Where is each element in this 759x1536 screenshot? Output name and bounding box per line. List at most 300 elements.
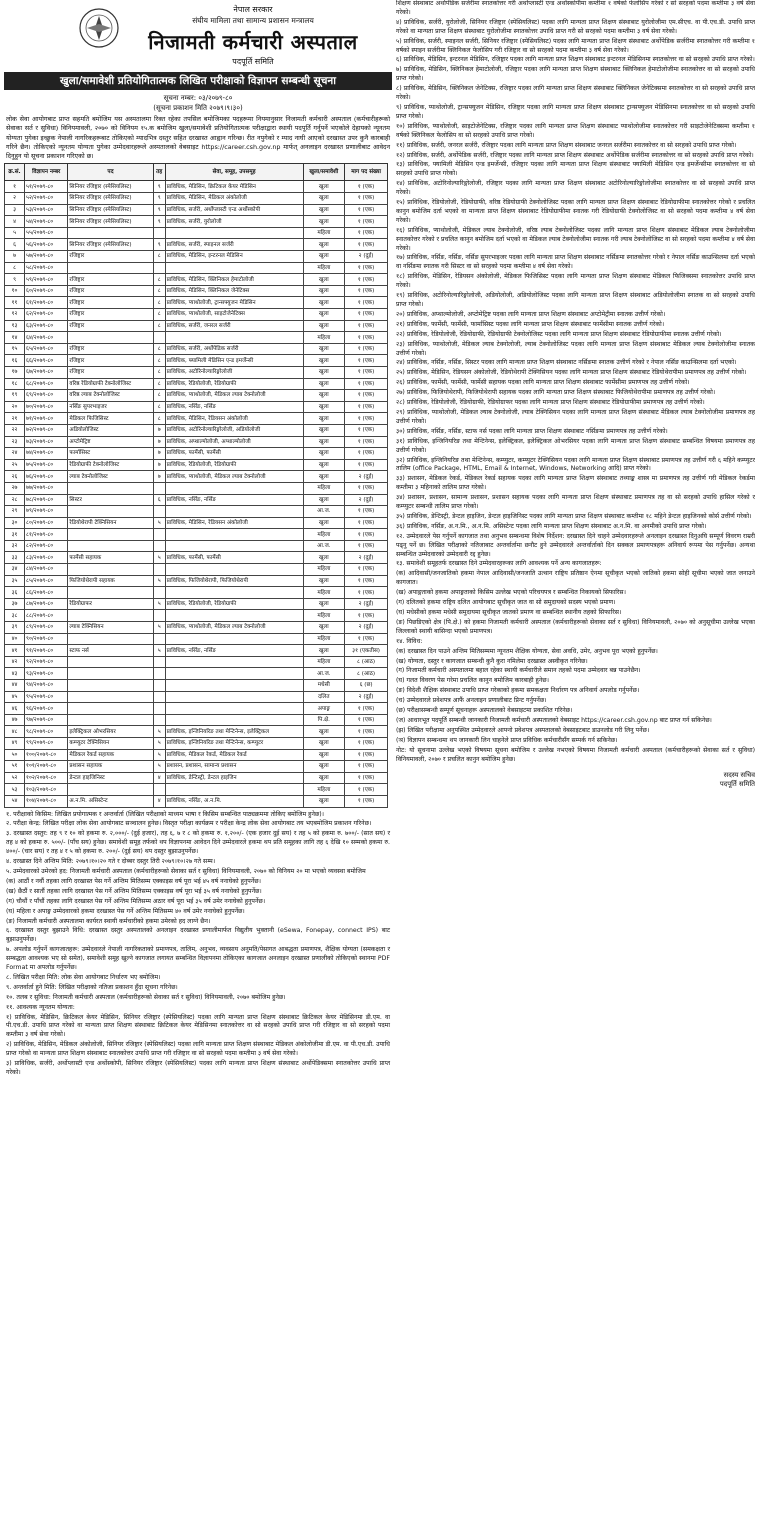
table-cell: ७७/२०७९-८० bbox=[25, 482, 68, 494]
note-paragraph: २) प्राविधिक, मेडिसिन, मेडिकल अंकोलोजी, सिनियर रजिष्ट्रार (स्पेसियलिस्ट) पदका लागि मान्यता प्राप्त शिक्षण संस्थाबाट मेडिकल अंकोलोजीमा डी.एम. वा पी.एच.डी. उपाधि प्राप्त गरेको वा मान्यता प्राप्त शिक्षण संस्थाबाट स्नातकोत्तर उपाधि प्राप्त गरी रजिष्ट्रार वा सो सरहको पदमा कम्तीमा ३ वर्ष सेवा गरेको। bbox=[6, 1041, 390, 1058]
table-cell: ८ bbox=[153, 343, 165, 355]
table-cell: प्राविधिक, मेडिकल रेकर्ड, मेडिकल रेकर्ड bbox=[165, 749, 303, 761]
table-cell: ७५/२०७९-८० bbox=[25, 459, 68, 471]
qualification-paragraph: २३) प्राविधिक, प्याथोलोजी, मेडिकल ल्याब टेक्नोलोजी, ल्याब टेक्नोलोजिस्ट पदका लागि मान्यता प्राप्त शिक्षण संस्थाबाट मेडिकल ल्याब टेक्नोलोजीमा स्नातक उत्तीर्ण गरेको। bbox=[396, 340, 755, 357]
table-cell: ७०/२०७९-८० bbox=[25, 401, 68, 413]
table-cell: ल्याब टेक्नोलोजिस्ट bbox=[68, 471, 153, 483]
table-cell: २८ bbox=[5, 494, 25, 506]
table-cell: ३२ bbox=[5, 540, 25, 552]
table-cell: १ (एक) bbox=[345, 216, 388, 228]
table-row bbox=[5, 587, 388, 599]
qualification-paragraph: १६) प्राविधिक, प्याथोलोजी, मेडिकल ल्याब टेक्नोलोजी, वरिष्ठ ल्याब टेक्नोलोजिस्ट पदका लागि मान्यता प्राप्त शिक्षण संस्थाबाट मेडिकल ल्याब टेक्नोलोजीमा स्नातकोत्तर गरेको र प्रचलित कानुन बमोजिम दर्ता भएको वा मेडिकल ल्याब टेक्नोलोजीमा स्नातक गरी ल्याब टेक्नोलोजिस्ट वा सो सरहको पदमा कम्तीमा ४ वर्ष सेवा गरेको। bbox=[396, 226, 755, 252]
table-cell: ३१ bbox=[5, 529, 25, 541]
qualifications-section bbox=[396, 0, 755, 765]
table-cell: १ (एक) bbox=[345, 761, 388, 773]
table-cell: ५ bbox=[153, 598, 165, 610]
table-cell: ३८ bbox=[5, 610, 25, 622]
table-cell: ७३/२०७९-८० bbox=[25, 436, 68, 448]
table-cell bbox=[165, 668, 303, 680]
table-cell: महिला bbox=[303, 529, 345, 541]
table-cell: ३९ bbox=[5, 622, 25, 634]
table-row bbox=[5, 204, 388, 216]
table-cell bbox=[153, 262, 165, 274]
table-cell: २७ bbox=[5, 482, 25, 494]
table-cell: रजिष्ट्रार bbox=[68, 366, 153, 378]
table-cell: ४४ bbox=[5, 680, 25, 692]
table-cell: ८९/२०७९-८० bbox=[25, 622, 68, 634]
table-cell: फार्मासिस्ट bbox=[68, 448, 153, 460]
table-cell: ५९/२०७९-८० bbox=[25, 274, 68, 286]
table-cell: प्राविधिक, डेन्टिस्ट्री, डेन्टल हाइजिन bbox=[165, 772, 303, 784]
table-cell: १ (एक) bbox=[345, 459, 388, 471]
table-cell: प्राविधिक, सर्जरी, अर्थोपेडिक सर्जरी bbox=[165, 343, 303, 355]
table-cell: रजिष्ट्रार bbox=[68, 285, 153, 297]
table-cell: २ (दुई) bbox=[345, 471, 388, 483]
table-cell: प्राविधिक, नर्सिङ, नर्सिङ bbox=[165, 401, 303, 413]
table-cell: १ (एक) bbox=[345, 413, 388, 425]
table-cell: प्राविधिक, इन्जिनियरिङ तथा मेन्टिनेन्स, कम्प्युटर bbox=[165, 737, 303, 749]
table-cell: आ.ज. bbox=[303, 506, 345, 518]
table-cell: खुला bbox=[303, 193, 345, 205]
table-cell: प्राविधिक, नर्सिङ, अ.न.मि. bbox=[165, 795, 303, 807]
table-cell: ६ bbox=[153, 494, 165, 506]
qualification-paragraph: ११) प्राविधिक, सर्जरी, जनरल सर्जरी, रजिष्ट्रार पदका लागि मान्यता प्राप्त शिक्षण संस्थाबाट जनरल सर्जरीमा स्नातकोत्तर वा सो सरहको उपाधि प्राप्त गरेको। bbox=[396, 141, 737, 149]
table-cell: खुला bbox=[303, 749, 345, 761]
table-row bbox=[5, 575, 388, 587]
table-row bbox=[5, 668, 388, 680]
table-cell: प्राविधिक, सर्जरी, स्पाइनल सर्जरी bbox=[165, 239, 303, 251]
table-cell: ४६ bbox=[5, 703, 25, 715]
table-header-cell: माग पद संख्या bbox=[345, 164, 388, 181]
table-cell: महिला bbox=[303, 610, 345, 622]
qualification-paragraph: ५) प्राविधिक, सर्जरी, स्पाइनल सर्जरी, सिनियर रजिष्ट्रार (स्पेसियलिस्ट) पदका लागि मान्यता प्राप्त शिक्षण संस्थाबाट अर्थोपेडिक सर्जरीमा स्नातकोत्तर गरी कम्तीमा १ वर्षको स्पाइन सर्जरीमा क्लिनिकल फेलोसिप गरी रजिष्ट्रार वा सो सरहको पदमा कम्तीमा ३ वर्ष सेवा गरेको। bbox=[396, 37, 755, 54]
note-paragraph: (क) आठौं र नवौं तहका लागि दरखास्त पेस गर्ने अन्तिम मितिसम्म एक्काइस वर्ष पूरा भई ४५ वर्ष ननाघेको हुनुपर्नेछ। bbox=[6, 877, 261, 885]
table-cell: १ (एक) bbox=[345, 204, 388, 216]
table-cell bbox=[68, 587, 153, 599]
table-cell: ५ bbox=[153, 761, 165, 773]
table-cell bbox=[165, 714, 303, 726]
table-cell: प्राविधिक, मेडिसिन, इन्टरनल मेडिसिन bbox=[165, 251, 303, 263]
table-cell: फिजियोथेरापी सहायक bbox=[68, 575, 153, 587]
table-row bbox=[5, 401, 388, 413]
qualification-paragraph: ३६) प्राविधिक, नर्सिङ, अ.न.मि., अ.न.मि. असिस्टेन्ट पदका लागि मान्यता प्राप्त शिक्षण संस्थाबाट अ.न.मि. वा अनमीको उपाधि प्राप्त गरेको। bbox=[396, 522, 707, 530]
table-cell bbox=[165, 529, 303, 541]
table-cell: १ (एक) bbox=[345, 795, 388, 807]
table-cell: १६ bbox=[5, 355, 25, 367]
table-cell: रेडियोग्राफी टेक्नोलोजिस्ट bbox=[68, 459, 153, 471]
qualification-paragraph: ३५) प्राविधिक, डेन्टिस्ट्री, डेन्टल हाइजिन, डेन्टल हाइजिनिस्ट पदका लागि मान्यता प्राप्त शिक्षण संस्थाबाट कम्तीमा १८ महिने डेन्टल हाइजिनको कोर्स उत्तीर्ण गरेको। bbox=[396, 512, 752, 520]
notice-banner-title: खुला/समावेशी प्रतियोगितात्मक लिखित परीक्षाको विज्ञापन सम्बन्धी सूचना bbox=[4, 72, 392, 90]
table-cell: महिला bbox=[303, 564, 345, 576]
table-cell: आ.ज. bbox=[303, 668, 345, 680]
table-cell: ९ bbox=[153, 216, 165, 228]
table-row bbox=[5, 737, 388, 749]
table-cell: ६३/२०७९-८० bbox=[25, 320, 68, 332]
table-cell bbox=[68, 668, 153, 680]
notice-number: सूचना नम्बर: ०३/२०७९-८० bbox=[163, 94, 233, 102]
table-header-cell: विज्ञापन नम्बर bbox=[25, 164, 68, 181]
table-cell: ५२ bbox=[5, 772, 25, 784]
table-cell: ५ bbox=[153, 517, 165, 529]
table-cell: १ (एक) bbox=[345, 506, 388, 518]
table-cell: ५६/२०७९-८० bbox=[25, 239, 68, 251]
table-body bbox=[5, 181, 388, 807]
table-cell bbox=[165, 610, 303, 622]
table-cell: ९ bbox=[5, 274, 25, 286]
table-cell bbox=[153, 332, 165, 344]
qualification-paragraph: ३३) प्रशासन, मेडिकल रेकर्ड, मेडिकल रेकर्ड सहायक पदका लागि मान्यता प्राप्त शिक्षण संस्थाबाट तथ्याङ्क शास्त्र मा प्रमाणपत्र तह उत्तीर्ण गरी मेडिकल रेकर्डमा कम्तीमा ३ महिनाको तालिम प्राप्त गरेको। bbox=[396, 475, 755, 492]
table-cell: प्राविधिक, रेडियोलोजी, रेडियोग्राफी bbox=[165, 598, 303, 610]
table-cell: ८६/२०७९-८० bbox=[25, 587, 68, 599]
table-cell: प्राविधिक, इन्जिनियरिङ तथा मेन्टिनेन्स, इलेक्ट्रिकल bbox=[165, 726, 303, 738]
table-cell: प्राविधिक, मेडिसिन, रेडियसन अंकोलोजी bbox=[165, 413, 303, 425]
table-cell: ४८ bbox=[5, 726, 25, 738]
table-cell: ६४/२०७९-८० bbox=[25, 332, 68, 344]
table-cell bbox=[153, 529, 165, 541]
table-cell: ६ bbox=[5, 239, 25, 251]
table-cell: ९१/२०७९-८० bbox=[25, 645, 68, 657]
table-cell bbox=[165, 587, 303, 599]
table-cell: रजिष्ट्रार bbox=[68, 309, 153, 321]
qualification-paragraph: २४) प्राविधिक, नर्सिङ, नर्सिङ, सिस्टर पदका लागि मान्यता प्राप्त शिक्षण संस्थाबाट नर्सिङमा स्नातक उत्तीर्ण गरेको र नेपाल नर्सिङ काउन्सिलमा दर्ता भएको। bbox=[396, 359, 737, 367]
table-cell: ३७ bbox=[5, 598, 25, 610]
table-cell: मेडिकल रेकर्ड सहायक bbox=[68, 749, 153, 761]
table-cell: ३४ bbox=[5, 564, 25, 576]
table-cell: खुला bbox=[303, 448, 345, 460]
table-cell bbox=[165, 262, 303, 274]
table-row bbox=[5, 332, 388, 344]
table-cell: १ (एक) bbox=[345, 378, 388, 390]
table-cell: अ.न.मि. असिस्टेन्ट bbox=[68, 795, 153, 807]
table-cell bbox=[153, 656, 165, 668]
table-cell: २ (दुई) bbox=[345, 494, 388, 506]
table-header-cell: खुला/समावेशी bbox=[303, 164, 345, 181]
table-cell bbox=[68, 610, 153, 622]
table-cell: १ (एक) bbox=[345, 332, 388, 344]
table-cell: खुला bbox=[303, 737, 345, 749]
table-cell: १७ bbox=[5, 366, 25, 378]
table-row bbox=[5, 726, 388, 738]
table-cell: १ (एक) bbox=[345, 227, 388, 239]
table-cell: प्राविधिक, सर्जरी, अर्थोप्लास्टी एन्ड अर्थोस्कोपी bbox=[165, 204, 303, 216]
table-cell: ४१ bbox=[5, 645, 25, 657]
table-cell: सिनियर रजिष्ट्रार (स्पेसियलिस्ट) bbox=[68, 204, 153, 216]
table-cell: ९६/२०७९-८० bbox=[25, 703, 68, 715]
table-cell: २ bbox=[5, 193, 25, 205]
table-cell bbox=[165, 784, 303, 796]
vacancy-table bbox=[4, 163, 388, 807]
table-cell: प्राविधिक, प्याथोलोजी, साइटोजेनेटिक्स bbox=[165, 309, 303, 321]
table-cell: ५० bbox=[5, 749, 25, 761]
table-cell: प्राविधिक, मेडिसिन, मेडिकल अंकोलोजी bbox=[165, 193, 303, 205]
table-cell: १ bbox=[5, 181, 25, 193]
table-cell: १५ bbox=[5, 343, 25, 355]
table-cell: १०१/२०७९-८० bbox=[25, 761, 68, 773]
table-cell: रजिष्ट्रार bbox=[68, 251, 153, 263]
qualification-paragraph: (ङ) पिछडिएको क्षेत्र (पि.क्षे.) को हकमा निजामती कर्मचारी अस्पताल (कर्मचारीहरूको सेवाका सर्त र सुविधा) विनियमावली, २०७० को अनुसूचीमा उल्लेख भएका जिल्लाको स्थायी बासिन्दा भएको प्रमाणपत्र। bbox=[396, 618, 755, 635]
table-cell: खुला bbox=[303, 424, 345, 436]
table-header-row bbox=[5, 164, 388, 181]
table-cell: खुला bbox=[303, 401, 345, 413]
table-cell: ७१/२०७९-८० bbox=[25, 413, 68, 425]
government-name: नेपाल सरकार bbox=[233, 5, 273, 14]
table-cell: सिस्टर bbox=[68, 494, 153, 506]
table-cell: ३३ bbox=[5, 552, 25, 564]
table-cell: ९ bbox=[153, 181, 165, 193]
note-paragraph: १०. तलब र सुविधा: निजामती कर्मचारी अस्पताल (कर्मचारीहरूको सेवाका सर्त र सुविधा) विनियमावली, २०७० बमोजिम हुनेछ। bbox=[6, 993, 286, 1001]
qualification-paragraph: (झ) लिखित परीक्षामा अनुपस्थित उम्मेदवारले आफ्नो प्रवेशपत्र अस्पतालको वेबसाइटबाट डाउनलोड गरी लिनु पर्नेछ। bbox=[396, 726, 650, 734]
note-paragraph: ८. लिखित परीक्षा मिति: लोक सेवा आयोगबाट निर्धारण भए बमोजिम। bbox=[6, 973, 161, 981]
ministry-name: संघीय मामिला तथा सामान्य प्रशासन मन्त्रालय bbox=[192, 16, 314, 25]
table-cell: वरिष्ठ ल्याब टेक्नोलोजिस्ट bbox=[68, 390, 153, 402]
qualification-paragraph: १८) प्राविधिक, मेडिसिन, रेडियसन अंकोलोजी, मेडिकल फिजिसिस्ट पदका लागि मान्यता प्राप्त शिक्षण संस्थाबाट मेडिकल फिजिक्समा स्नातकोत्तर उपाधि प्राप्त गरेको। bbox=[396, 273, 755, 290]
table-cell: ५ bbox=[153, 726, 165, 738]
qualification-paragraph: (क) आदिवासी/जनजातिको हकमा नेपाल आदिवासी/जनजाति उत्थान राष्ट्रिय प्रतिष्ठान ऐनमा सूचीकृत भएको जातिको हकमा सोही सूचीमा भएको जात जनाउने कागजात। bbox=[396, 570, 755, 587]
table-header-cell: सेवा, समूह, उपसमूह bbox=[165, 164, 303, 181]
table-cell: ४ bbox=[5, 216, 25, 228]
table-cell bbox=[68, 482, 153, 494]
table-cell: कम्प्युटर टेक्निसियन bbox=[68, 737, 153, 749]
table-row bbox=[5, 274, 388, 286]
table-cell: ४ bbox=[153, 795, 165, 807]
table-cell: ४५ bbox=[5, 691, 25, 703]
table-cell: ६१/२०७९-८० bbox=[25, 297, 68, 309]
table-cell: ८३/२०७९-८० bbox=[25, 552, 68, 564]
table-row bbox=[5, 343, 388, 355]
table-cell: रजिष्ट्रार bbox=[68, 320, 153, 332]
table-cell: ६२/२०७९-८० bbox=[25, 309, 68, 321]
table-cell: खुला bbox=[303, 645, 345, 657]
table-row bbox=[5, 703, 388, 715]
qualification-paragraph: २७) प्राविधिक, फिजियोथेरापी, फिजियोथेरापी सहायक पदका लागि मान्यता प्राप्त शिक्षण संस्थाबाट फिजियोथेरापीमा प्रमाणपत्र तह उत्तीर्ण गरेको। bbox=[396, 389, 716, 397]
table-header-cell: तह bbox=[153, 164, 165, 181]
table-cell: १ (एक) bbox=[345, 390, 388, 402]
table-cell: ८ (आठ) bbox=[345, 668, 388, 680]
table-cell: १ (एक) bbox=[345, 749, 388, 761]
table-cell: १४ bbox=[5, 332, 25, 344]
table-cell bbox=[153, 564, 165, 576]
table-cell: खुला bbox=[303, 761, 345, 773]
table-cell: ६६/२०७९-८० bbox=[25, 355, 68, 367]
table-cell: खुला bbox=[303, 772, 345, 784]
table-row bbox=[5, 691, 388, 703]
table-cell: १ (एक) bbox=[345, 587, 388, 599]
note-paragraph: २. परीक्षा केन्द्र: लिखित परीक्षा लोक सेवा आयोगबाट सञ्चालन हुनेछ। विस्तृत परीक्षा कार्यक्रम र परीक्षा केन्द्र लोक सेवा आयोगबाट तय भएबमोजिम प्रकाशन गरिनेछ। bbox=[6, 820, 372, 828]
table-cell: ७९/२०७९-८० bbox=[25, 506, 68, 518]
table-cell: ७ bbox=[153, 471, 165, 483]
table-cell bbox=[68, 633, 153, 645]
table-cell: महिला bbox=[303, 656, 345, 668]
qualification-paragraph: १०) प्राविधिक, प्याथोलोजी, साइटोजेनेटिक्स, रजिष्ट्रार पदका लागि मान्यता प्राप्त शिक्षण संस्थाबाट प्याथोलोजीमा स्नातकोत्तर गरी साइटोजेनेटिक्समा कम्तीमा १ वर्षको क्लिनिकल फेलोसिप वा सो सरहको उपाधि प्राप्त गरेको। bbox=[396, 122, 755, 139]
table-row bbox=[5, 471, 388, 483]
table-cell bbox=[153, 691, 165, 703]
table-cell: ९४/२०७९-८० bbox=[25, 680, 68, 692]
table-cell: १ (एक) bbox=[345, 784, 388, 796]
table-cell: १ (एक) bbox=[345, 274, 388, 286]
table-cell: स्टाफ नर्स bbox=[68, 645, 153, 657]
table-cell: खुला bbox=[303, 251, 345, 263]
table-cell: खुला bbox=[303, 343, 345, 355]
table-cell: १० bbox=[5, 285, 25, 297]
qualification-paragraph: १३. समावेशी समूहतर्फ दरखास्त दिने उम्मेदवारहरूका लागि आवश्यक पर्ने अन्य कागजातहरू: bbox=[396, 560, 602, 568]
qualification-paragraph: १४) प्राविधिक, अटोरिनोल्यारिङ्गोलोजी, रजिष्ट्रार पदका लागि मान्यता प्राप्त शिक्षण संस्थाबाट अटोरिनोल्यारिङ्गोलोजीमा स्नातकोत्तर वा सो सरहको उपाधि प्राप्त गरेको। bbox=[396, 180, 755, 197]
table-row bbox=[5, 251, 388, 263]
table-cell: प्राविधिक, प्याथोलोजी, मेडिकल ल्याब टेक्नोलोजी bbox=[165, 622, 303, 634]
table-cell: ५ bbox=[153, 645, 165, 657]
qualification-paragraph: २६) प्राविधिक, फार्मेसी, फार्मेसी, फार्मेसी सहायक पदका लागि मान्यता प्राप्त शिक्षण संस्थाबाट फार्मेसीमा प्रमाणपत्र तह उत्तीर्ण गरेको। bbox=[396, 379, 690, 387]
table-row bbox=[5, 645, 388, 657]
table-cell: ५ bbox=[5, 227, 25, 239]
table-row bbox=[5, 494, 388, 506]
qualification-paragraph: (ञ) विज्ञापन सम्बन्धमा थप जानकारी लिन चाहनेले प्राप्त प्रविधिक कर्मचारीसँग सम्पर्क गर्न सकिनेछ। bbox=[396, 736, 618, 744]
table-cell bbox=[153, 610, 165, 622]
table-cell: ७४/२०७९-८० bbox=[25, 448, 68, 460]
table-row bbox=[5, 680, 388, 692]
table-cell: ८ bbox=[153, 309, 165, 321]
table-cell: प्राविधिक, फार्मेसी, फार्मेसी bbox=[165, 552, 303, 564]
table-cell bbox=[153, 703, 165, 715]
note-paragraph: (ग) चौथौं र पाँचौं तहका लागि दरखास्त पेस गर्ने अन्तिम मितिसम्म अठार वर्ष पूरा भई ३५ वर्ष उमेर ननाघेको हुनुपर्नेछ। bbox=[6, 897, 266, 905]
table-cell: ल्याब टेक्निसियन bbox=[68, 622, 153, 634]
qualification-paragraph: ४) प्राविधिक, सर्जरी, युरोलोजी, सिनियर रजिष्ट्रार (स्पेसियलिस्ट) पदका लागि मान्यता प्राप्त शिक्षण संस्थाबाट युरोलोजीमा एम.सीएच. वा पी.एच.डी. उपाधि प्राप्त गरेको वा मान्यता प्राप्त शिक्षण संस्थाबाट युरोलोजीमा स्नातकोत्तर उपाधि प्राप्त गरी सो सरहको पदमा कम्तीमा ३ वर्ष सेवा गरेको। bbox=[396, 18, 755, 35]
table-cell: खुला bbox=[303, 274, 345, 286]
note-paragraph: ५. उम्मेदवारको उमेरको हद: निजामती कर्मचारी अस्पताल (कर्मचारीहरूको सेवाका सर्त र सुविधा) विनियमावली, २०७० को विनियम २० मा भएको व्यवस्था बमोजिम bbox=[6, 867, 366, 875]
table-cell: १००/२०७९-८० bbox=[25, 749, 68, 761]
table-cell: महिला bbox=[303, 262, 345, 274]
qualification-paragraph: (ख) अपाङ्गताको हकमा अपाङ्गताको किसिम उल्लेख भएको परिचयपत्र र सम्बन्धित निकायको सिफारिस। bbox=[396, 589, 626, 597]
table-row bbox=[5, 482, 388, 494]
qualification-paragraph: ७) प्राविधिक, मेडिसिन, क्लिनिकल हेमाटोलोजी, रजिष्ट्रार पदका लागि मान्यता प्राप्त शिक्षण संस्थाबाट क्लिनिकल हेमाटोलोजीमा स्नातकोत्तर वा सो सरहको उपाधि प्राप्त गरेको। bbox=[396, 66, 755, 83]
table-cell: १०४/२०७९-८० bbox=[25, 795, 68, 807]
table-cell: ८ bbox=[153, 320, 165, 332]
table-cell: ८०/२०७९-८० bbox=[25, 517, 68, 529]
table-cell bbox=[165, 656, 303, 668]
table-cell: १ (एक) bbox=[345, 309, 388, 321]
table-cell bbox=[153, 540, 165, 552]
table-cell: ९९/२०७९-८० bbox=[25, 737, 68, 749]
table-cell: १२ bbox=[5, 309, 25, 321]
table-row bbox=[5, 761, 388, 773]
table-cell: प्राविधिक, अप्थाल्मोलोजी, अप्थाल्मोलोजी bbox=[165, 436, 303, 448]
table-cell: २ (दुई) bbox=[345, 251, 388, 263]
qualification-paragraph: २०) प्राविधिक, अप्थाल्मोलोजी, अप्टोमेट्रिष्ट पदका लागि मान्यता प्राप्त शिक्षण संस्थाबाट अप्टोमेट्रीमा स्नातक उत्तीर्ण गरेको। bbox=[396, 310, 666, 318]
qualification-paragraph: १४. विविध: bbox=[396, 637, 423, 645]
qualification-paragraph: ३४) प्रशासन, प्रशासन, सामान्य प्रशासन, प्रशासन सहायक पदका लागि मान्यता प्राप्त शिक्षण संस्थाबाट प्रमाणपत्र तह वा सो सरहको उपाधि हासिल गरेको र कम्प्युटर सम्बन्धी तालिम प्राप्त गरेको। bbox=[396, 494, 755, 511]
qualification-paragraph: (घ) गलत विवरण पेस गरेमा प्रचलित कानुन बमोजिम कारबाही हुनेछ। bbox=[396, 677, 549, 685]
note-paragraph: ९. अन्तर्वार्ता हुने मिति: लिखित परीक्षाको नतिजा प्रकाशन हुँदा सूचना गरिनेछ। bbox=[6, 983, 178, 991]
table-cell: खुला bbox=[303, 309, 345, 321]
table-cell bbox=[153, 482, 165, 494]
table-cell: खुला bbox=[303, 297, 345, 309]
table-row bbox=[5, 216, 388, 228]
table-cell bbox=[165, 482, 303, 494]
table-cell: प्राविधिक, मेडिसिन, रेडियसन अंकोलोजी bbox=[165, 517, 303, 529]
table-row bbox=[5, 656, 388, 668]
table-row bbox=[5, 239, 388, 251]
table-cell bbox=[68, 529, 153, 541]
table-cell: खुला bbox=[303, 320, 345, 332]
table-cell: ९५/२०७९-८० bbox=[25, 691, 68, 703]
table-cell: ७ bbox=[153, 424, 165, 436]
table-cell: महिला bbox=[303, 784, 345, 796]
signature-title: सदस्य सचिव bbox=[723, 770, 755, 779]
table-row bbox=[5, 598, 388, 610]
table-cell: ४० bbox=[5, 633, 25, 645]
table-cell: ७२/२०७९-८० bbox=[25, 424, 68, 436]
table-cell: खुला bbox=[303, 355, 345, 367]
table-cell: खुला bbox=[303, 795, 345, 807]
table-cell: ९०/२०७९-८० bbox=[25, 633, 68, 645]
qualification-paragraph: (क) दरखास्त दिन पाउने अन्तिम मितिसम्ममा न्यूनतम शैक्षिक योग्यता, सेवा अवधि, उमेर, अनुभव पूरा भएको हुनुपर्नेछ। bbox=[396, 647, 658, 655]
table-row bbox=[5, 227, 388, 239]
table-cell: दलित bbox=[303, 691, 345, 703]
table-cell: खुला bbox=[303, 459, 345, 471]
qualification-paragraph: (ख) योग्यता, दस्तुर र कागजात सम्बन्धी कुनै कुरा नमिलेमा दरखास्त अस्वीकृत गरिनेछ। bbox=[396, 657, 588, 665]
table-cell: प्राविधिक, मेडिसिन, क्लिनिकल जेनेटिक्स bbox=[165, 285, 303, 297]
note-paragraph: (घ) महिला र अपाङ्ग उम्मेदवारको हकमा दरखास्त पेस गर्ने अन्तिम मितिसम्म ४० वर्ष उमेर ननाघेको हुनुपर्नेछ। bbox=[6, 907, 245, 915]
table-cell: खुला bbox=[303, 285, 345, 297]
table-cell: रजिष्ट्रार bbox=[68, 355, 153, 367]
table-cell: प्रशासन सहायक bbox=[68, 761, 153, 773]
table-cell: २२ bbox=[5, 424, 25, 436]
table-cell: १ (एक) bbox=[345, 239, 388, 251]
table-cell: २५ bbox=[5, 459, 25, 471]
table-row bbox=[5, 448, 388, 460]
table-cell: महिला bbox=[303, 587, 345, 599]
table-row bbox=[5, 749, 388, 761]
table-cell: १ (एक) bbox=[345, 703, 388, 715]
note-paragraph: ६. दरखास्त दस्तुर बुझाउने विधि: दरखास्त दस्तुर अस्पतालको अनलाइन दरखास्त प्रणालीमार्फत विद्युतीय भुक्तानी (eSewa, Fonepay, connect IPS) बाट बुझाउनुपर्नेछ। bbox=[6, 927, 390, 944]
table-cell: १ (एक) bbox=[345, 343, 388, 355]
table-cell: १ (एक) bbox=[345, 575, 388, 587]
table-cell bbox=[68, 506, 153, 518]
table-cell: १८ bbox=[5, 378, 25, 390]
table-row bbox=[5, 772, 388, 784]
table-cell: प्राविधिक, रेडियोलोजी, रेडियोग्राफी bbox=[165, 378, 303, 390]
qualification-paragraph: ६) प्राविधिक, मेडिसिन, इन्टरनल मेडिसिन, रजिष्ट्रार पदका लागि मान्यता प्राप्त शिक्षण संस्थाबाट इन्टरनल मेडिसिनमा स्नातकोत्तर वा सो सरहको उपाधि प्राप्त गरेको। bbox=[396, 56, 755, 64]
table-cell: १ (एक) bbox=[345, 262, 388, 274]
table-cell: १ (एक) bbox=[345, 737, 388, 749]
table-cell: ६०/२०७९-८० bbox=[25, 285, 68, 297]
table-cell: महिला bbox=[303, 633, 345, 645]
table-cell: १ (एक) bbox=[345, 401, 388, 413]
table-cell: रजिष्ट्रार bbox=[68, 274, 153, 286]
table-cell: डेन्टल हाइजिनिस्ट bbox=[68, 772, 153, 784]
table-row bbox=[5, 262, 388, 274]
qualification-paragraph: (ज) आधारभूत पदपूर्ति सम्बन्धी जानकारी निजामती कर्मचारी अस्पतालको वेबसाइट https://career.csh.gov.np बाट प्राप्त गर्न सकिनेछ। bbox=[396, 716, 712, 724]
table-cell: ९ bbox=[153, 204, 165, 216]
table-cell: २९ bbox=[5, 506, 25, 518]
table-cell: ७ bbox=[153, 448, 165, 460]
table-cell bbox=[68, 714, 153, 726]
table-cell: ५५/२०७९-८० bbox=[25, 227, 68, 239]
table-cell: ८८/२०७९-८० bbox=[25, 610, 68, 622]
table-cell: १०२/२०७९-८० bbox=[25, 772, 68, 784]
table-cell bbox=[153, 668, 165, 680]
table-row bbox=[5, 285, 388, 297]
table-cell: २ (दुई) bbox=[345, 598, 388, 610]
table-cell: मधेसी bbox=[303, 680, 345, 692]
table-cell: १ (एक) bbox=[345, 193, 388, 205]
table-cell: प्राविधिक, अटोरिनोल्यारिङ्गोलोजी bbox=[165, 366, 303, 378]
table-cell: ८२/२०७९-८० bbox=[25, 540, 68, 552]
table-cell: ६९/२०७९-८० bbox=[25, 390, 68, 402]
note-paragraph: ३) प्राविधिक, सर्जरी, अर्थोप्लास्टी एन्ड अर्थोस्कोपी, सिनियर रजिष्ट्रार (स्पेसियलिस्ट) पदका लागि मान्यता प्राप्त शिक्षण संस्थाबाट अर्थोपेडिक्समा स्नातकोत्तर उपाधि प्राप्त गरेको। bbox=[6, 1060, 390, 1077]
table-cell: प्राविधिक, नर्सिङ, नर्सिङ bbox=[165, 494, 303, 506]
table-cell bbox=[153, 784, 165, 796]
table-cell: ८ bbox=[153, 401, 165, 413]
note-paragraph: १. परीक्षाको किसिम: लिखित प्रयोगात्मक र अन्तर्वार्ता (लिखित परीक्षाको माध्यम भाषा र किसिम सम्बन्धित पाठ्यक्रममा तोकिए बमोजिम हुनेछ)। bbox=[6, 810, 324, 818]
